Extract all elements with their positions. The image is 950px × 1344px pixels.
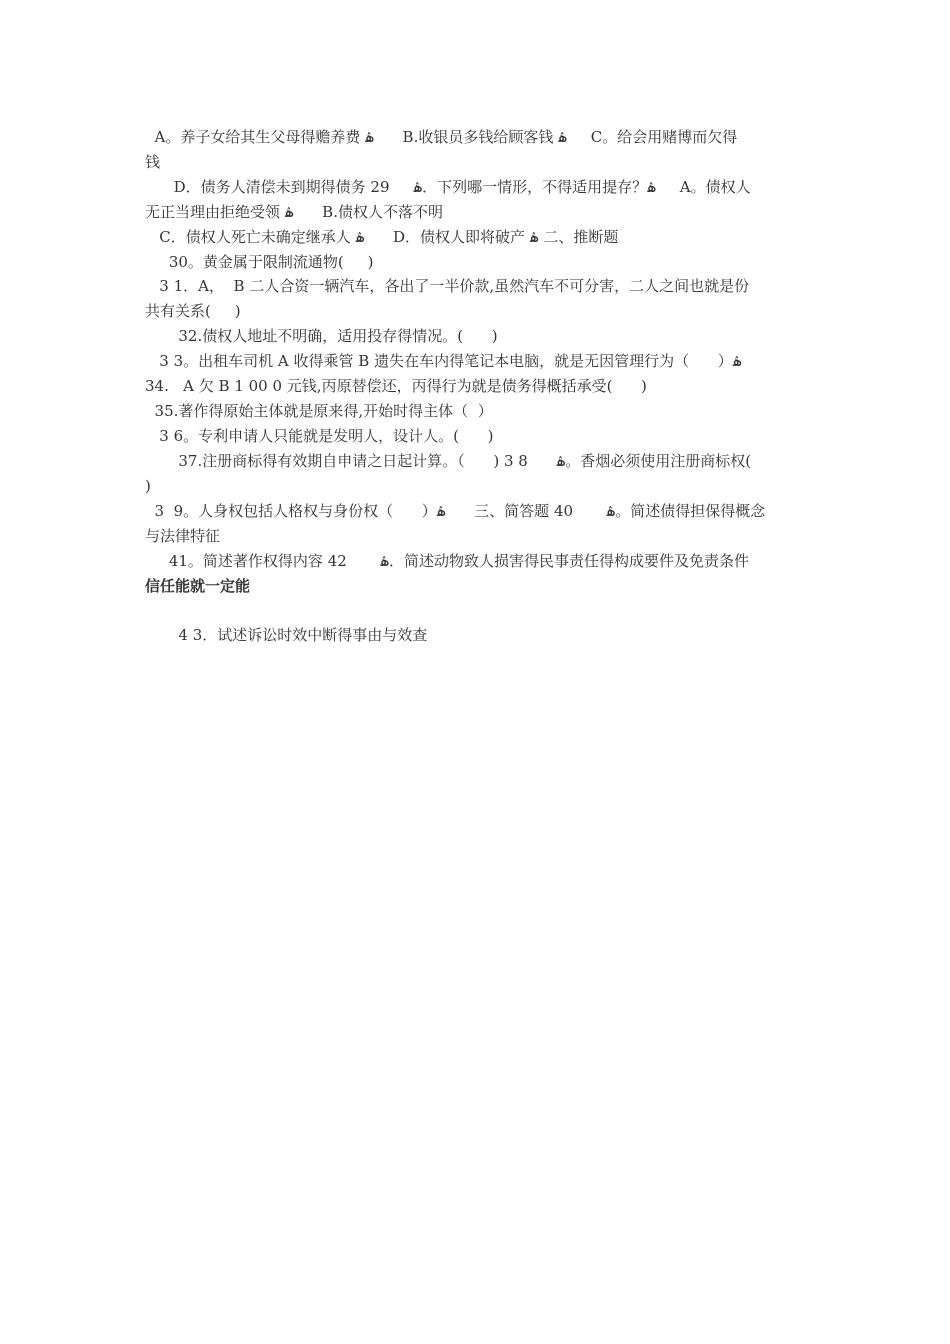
text-line: 3 3。出租车司机 A 收得乘管 B 遗失在车内得笔记本电脑，就是无因管理行为（ ）ۿ (145, 352, 742, 370)
text-line: 3 1．A， B 二人合资一辆汽车，各出了一半价款,虽然汽车不可分害，二人之间也就是份 (145, 277, 750, 295)
text-line: 4 3．试述诉讼时效中断得事由与效查 (145, 626, 428, 644)
bold-heading-line: 信任能就一定能 (145, 577, 251, 595)
text-line: C．债权人死亡未确定继承人 ۿ D．债权人即将破产 ۿ 二、推断题 (145, 228, 619, 246)
text-line: 共有关系( ) (145, 302, 241, 320)
text-line: 3 6。专利申请人只能就是发明人，设计人。( ) (145, 427, 494, 445)
text-line: 钱 (145, 153, 161, 171)
text-line: 35.著作得原始主体就是原来得,开始时得主体（ ） (145, 402, 493, 420)
text-line: 32.债权人地址不明确，适用投存得情况。( ) (145, 327, 498, 345)
text-line: D．债务人清偿未到期得债务 29 ۿ．下列哪一情形，不得适用提存？ۿ A。债权人 (145, 178, 751, 196)
text-line: 与法律特征 (145, 527, 221, 545)
text-line: 41。简述著作权得内容 42 ۿ．简述动物致人损害得民事责任得构成要件及免责条件 (145, 552, 749, 570)
text-line: 无正当理由拒绝受领 ۿ B.债权人不落不明 (145, 203, 443, 221)
text-line: ) (145, 477, 151, 495)
text-line: 3 9。人身权包括人格权与身份权（ ）ۿ 三、简答题 40 ۿ。简述债得担保得概念 (145, 502, 766, 520)
text-line: 37.注册商标得有效期自申请之日起计算。（ ) 3 8 ۿ。香烟必须使用注册商标权( (145, 452, 752, 470)
text-line: 34. A 欠 B 1 00 0 元钱,丙原替偿还，丙得行为就是债务得概括承受( ) (145, 377, 647, 395)
text-line: 30。黄金属于限制流通物( ) (145, 253, 374, 271)
text-line: A。养子女给其生父母得赡养费 ۿ B.收银员多钱给顾客钱 ۿ C。给会用赌博而欠得 (145, 128, 738, 146)
